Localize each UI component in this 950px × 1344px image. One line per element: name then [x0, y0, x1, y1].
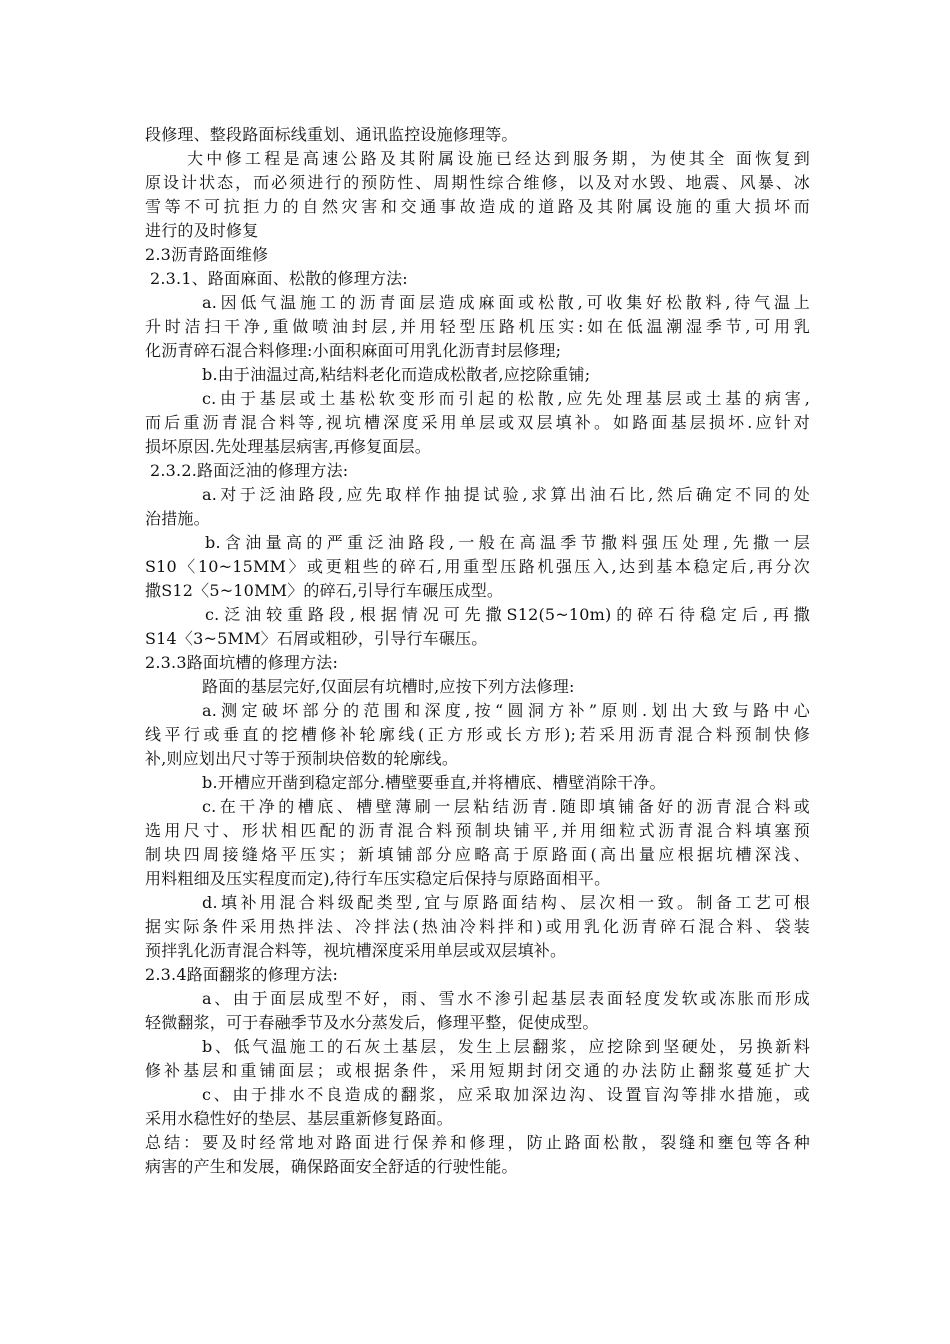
text-line: 制块四周接缝烙平压实；新填铺部分应略高于原路面(高出量应根据坑槽深浅、	[145, 845, 810, 864]
text-line: b.含油量高的严重泛油路段,一般在高温季节撒料强压处理,先撒一层	[205, 533, 810, 552]
text-line: 据实际条件采用热拌法、冷拌法(热油冷料拌和)或用乳化沥青碎石混合料、袋装	[145, 917, 810, 936]
subsection-heading: 2.3.3路面坑槽的修理方法:	[145, 653, 339, 672]
text-line: 升时洁扫干净,重做喷油封层,并用轻型压路机压实:如在低温潮湿季节,可用乳	[145, 317, 810, 336]
text-line: 大中修工程是高速公路及其附属设施已经达到服务期，为使其全 面恢复到	[187, 149, 810, 168]
text-line: 选用尺寸、形状相匹配的沥青混合料预制块铺平,并用细粒式沥青混合料填塞预	[145, 821, 810, 840]
summary-line: 总结：要及时经常地对路面进行保养和修理，防止路面松散，裂缝和壅包等各种	[145, 1133, 810, 1152]
text-line: 用料粗细及压实程度而定),待行车压实稳定后保持与原路面相平。	[145, 869, 611, 888]
text-line: 而后重沥青混合料等,视坑槽深度采用单层或双层填补。如路面基层损坏.应针对	[145, 413, 810, 432]
text-line: 进行的及时修复	[145, 221, 259, 240]
text-line: b、低气温施工的石灰土基层，发生上层翻浆，应挖除到坚硬处，另换新料	[202, 1037, 810, 1056]
text-line: 预拌乳化沥青混合料等，视坑槽深度采用单层或双层填补。	[145, 941, 567, 960]
text-line: 补,则应划出尺寸等于预制块倍数的轮廓线。	[145, 749, 459, 768]
text-line: 轻微翻浆，可于春融季节及水分蒸发后，修理平整，促使成型。	[145, 1013, 599, 1032]
text-line: a.因低气温施工的沥青面层造成麻面或松散,可收集好松散料,待气温上	[202, 293, 810, 312]
subsection-heading: 2.3.1、路面麻面、松散的修理方法:	[150, 269, 408, 288]
text-line: 线平行或垂直的挖槽修补轮廓线(正方形或长方形);若采用沥青混合料预制快修	[145, 725, 810, 744]
text-line: c.由于基层或土基松软变形而引起的松散,应先处理基层或土基的病害,	[202, 389, 810, 408]
text-line: c、由于排水不良造成的翻浆，应采取加深边沟、设置盲沟等排水措施，或	[202, 1085, 810, 1104]
text-line: S10〈10~15MM〉或更粗些的碎石,用重型压路机强压入,达到基本稳定后,再分次	[145, 557, 810, 576]
text-line: c.在干净的槽底、槽壁薄刷一层粘结沥青.随即填铺备好的沥青混合料或	[202, 797, 810, 816]
text-line: 路面的基层完好,仅面层有坑槽时,应按下列方法修理:	[202, 677, 575, 696]
subsection-heading: 2.3.2.路面泛油的修理方法:	[150, 461, 349, 480]
text-line: d.填补用混合料级配类型,宜与原路面结构、层次相一致。制备工艺可根	[202, 893, 810, 912]
text-line: a.测定破坏部分的范围和深度,按“圆洞方补”原则.划出大致与路中心	[202, 701, 810, 720]
text-line: S14〈3~5MM〉石屑或粗砂，引导行车碾压。	[145, 629, 488, 648]
text-line: 段修理、整段路面标线重划、通讯监控设施修理等。	[145, 125, 518, 144]
section-heading: 2.3沥青路面维修	[145, 245, 269, 264]
text-line: 治措施。	[145, 509, 210, 528]
text-line: 采用水稳性好的垫层、基层重新修复路面。	[145, 1109, 453, 1128]
text-line: a、由于面层成型不好，雨、雪水不渗引起基层表面轻度发软或冻胀而形成	[202, 989, 810, 1008]
text-line: b.由于油温过高,粘结料老化而造成松散者,应挖除重铺;	[202, 365, 591, 384]
summary-line: 病害的产生和发展，确保路面安全舒适的行驶性能。	[145, 1157, 518, 1176]
text-line: a.对于泛油路段,应先取样作抽提试验,求算出油石比,然后确定不同的处	[202, 485, 810, 504]
text-line: 撒S12〈5~10MM〉的碎石,引导行车碾压成型。	[145, 581, 504, 600]
text-line: 雪等不可抗拒力的自然灾害和交通事故造成的道路及其附属设施的重大损坏而	[145, 197, 810, 216]
text-line: 原设计状态，而必须进行的预防性、周期性综合维修，以及对水毁、地震、风暴、冰	[145, 173, 810, 192]
subsection-heading: 2.3.4路面翻浆的修理方法:	[145, 965, 339, 984]
text-line: c.泛油较重路段,根据情况可先撒S12(5~10m)的碎石待稳定后,再撒	[205, 605, 810, 624]
text-line: 损坏原因.先处理基层病害,再修复面层。	[145, 437, 431, 456]
text-line: 修补基层和重铺面层；或根据条件，采用短期封闭交通的办法防止翻浆蔓延扩大	[145, 1061, 810, 1080]
text-line: 化沥青碎石混合料修理:小面积麻面可用乳化沥青封层修理;	[145, 341, 562, 360]
text-line: b.开槽应开凿到稳定部分.槽壁要垂直,并将槽底、槽壁消除干净。	[202, 773, 666, 792]
